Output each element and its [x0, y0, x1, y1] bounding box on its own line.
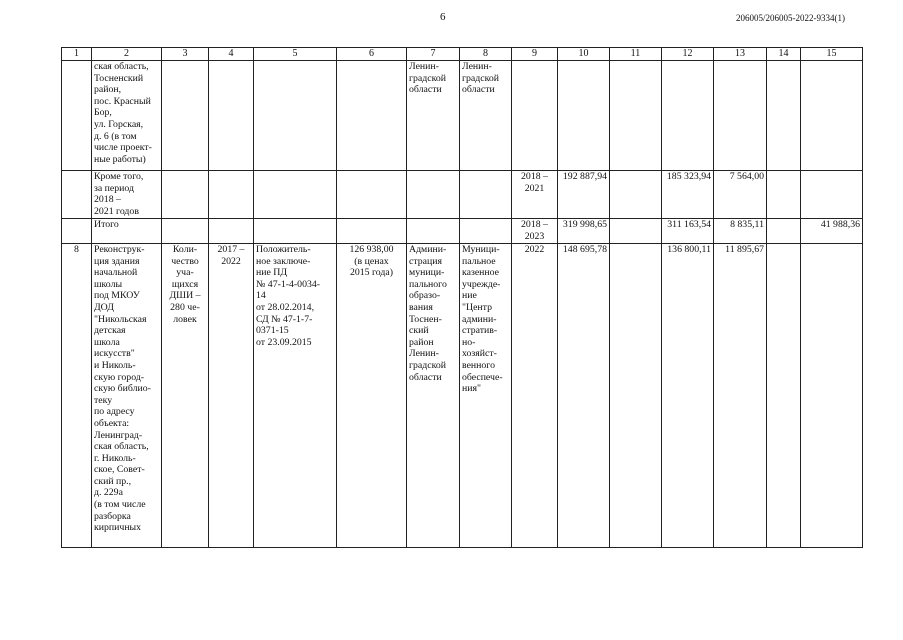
table-cell-col-13: 7 564,00	[714, 171, 767, 219]
table-row-location-continued	[62, 61, 863, 171]
table-row-additional-period	[62, 171, 863, 219]
column-number: 15	[801, 48, 863, 61]
table-cell-col-2: Кроме того, за период 2018 – 2021 годов	[92, 171, 162, 219]
table-cell-col-5: Положитель- ное заключе- ние ПД № 47-1-4-0034- 14 от 28.02.2014, СД № 47-1-7- 0371-15 от 23.09.2015	[254, 244, 337, 548]
data-table	[61, 47, 863, 548]
column-number-row	[62, 48, 863, 61]
table-cell-col-14	[767, 244, 801, 548]
table-cell-col-13: 11 895,67	[714, 244, 767, 548]
table-cell-col-3	[162, 171, 209, 219]
table-cell-col-4	[209, 219, 254, 244]
table-cell-col-15	[801, 61, 863, 171]
table-cell-col-9: 2018 – 2021	[512, 171, 558, 219]
table-body	[62, 61, 863, 548]
column-number: 11	[610, 48, 662, 61]
table-cell-col-7	[407, 171, 460, 219]
column-number: 1	[62, 48, 92, 61]
table-cell-col-6: 126 938,00 (в ценах 2015 года)	[337, 244, 407, 548]
table-row-object-8	[62, 244, 863, 548]
table-row-total	[62, 219, 863, 244]
document-code: 206005/206005-2022-9334(1)	[736, 13, 845, 23]
column-number: 14	[767, 48, 801, 61]
table-cell-col-14	[767, 61, 801, 171]
table-cell-col-2: Реконструк- ция здания начальной школы под МКОУ ДОД "Никольская детская школа искусств" и Николь- скую город- скую библио- теку по адресу объекта: Ленинград- ская область, г. Николь- ское, Совет- ский пр., д. 229а (в том числе разборка кирпичных	[92, 244, 162, 548]
table-cell-col-9: 2022	[512, 244, 558, 548]
column-number: 5	[254, 48, 337, 61]
table-cell-col-1: 8	[62, 244, 92, 548]
table-cell-col-3	[162, 219, 209, 244]
table-cell-col-12: 185 323,94	[662, 171, 714, 219]
table-cell-col-12	[662, 61, 714, 171]
table-cell-col-11	[610, 219, 662, 244]
table-cell-col-5	[254, 61, 337, 171]
table-cell-col-15	[801, 171, 863, 219]
table-cell-col-7: Админи- страция муници- пального образо- вания Тоснен- ский район Ленин- градской области	[407, 244, 460, 548]
table-cell-col-1	[62, 61, 92, 171]
column-number: 12	[662, 48, 714, 61]
table-cell-col-10	[558, 61, 610, 171]
column-number: 13	[714, 48, 767, 61]
table-cell-col-6	[337, 171, 407, 219]
table-cell-col-11	[610, 244, 662, 548]
column-number: 9	[512, 48, 558, 61]
table-cell-col-3	[162, 61, 209, 171]
table-cell-col-8: Муници- пальное казенное учрежде- ние "Центр админи- стратив- но- хозяйст- венного обеспече- ния"	[460, 244, 512, 548]
table-cell-col-12: 311 163,54	[662, 219, 714, 244]
table-cell-col-8	[460, 171, 512, 219]
table-cell-col-8: Ленин- градской области	[460, 61, 512, 171]
table-cell-col-6	[337, 219, 407, 244]
table-cell-col-5	[254, 171, 337, 219]
table-cell-col-14	[767, 171, 801, 219]
column-number: 7	[407, 48, 460, 61]
table-cell-col-2: ская область, Тосненский район, пос. Красный Бор, ул. Горская, д. 6 (в том числе проект- ные работы)	[92, 61, 162, 171]
table-cell-col-11	[610, 171, 662, 219]
column-number: 2	[92, 48, 162, 61]
table-cell-col-15	[801, 244, 863, 548]
table-cell-col-1	[62, 171, 92, 219]
table-cell-col-14	[767, 219, 801, 244]
table-cell-col-6	[337, 61, 407, 171]
table-cell-col-9	[512, 61, 558, 171]
table-cell-col-4	[209, 61, 254, 171]
table-cell-col-11	[610, 61, 662, 171]
column-number: 10	[558, 48, 610, 61]
table-cell-col-10: 192 887,94	[558, 171, 610, 219]
table-cell-col-3: Коли- чество уча- щихся ДШИ – 280 че- ловек	[162, 244, 209, 548]
table-cell-col-13: 8 835,11	[714, 219, 767, 244]
column-number: 8	[460, 48, 512, 61]
page-number: 6	[440, 11, 446, 23]
table-cell-col-7	[407, 219, 460, 244]
table-cell-col-2: Итого	[92, 219, 162, 244]
column-number: 6	[337, 48, 407, 61]
table-cell-col-1	[62, 219, 92, 244]
table-cell-col-7: Ленин- градской области	[407, 61, 460, 171]
column-number: 3	[162, 48, 209, 61]
table-cell-col-5	[254, 219, 337, 244]
column-number: 4	[209, 48, 254, 61]
table-cell-col-4	[209, 171, 254, 219]
table-cell-col-8	[460, 219, 512, 244]
table-cell-col-9: 2018 – 2023	[512, 219, 558, 244]
table-cell-col-15: 41 988,36	[801, 219, 863, 244]
table-cell-col-4: 2017 – 2022	[209, 244, 254, 548]
table-cell-col-10: 148 695,78	[558, 244, 610, 548]
table-cell-col-12: 136 800,11	[662, 244, 714, 548]
table-cell-col-13	[714, 61, 767, 171]
table-cell-col-10: 319 998,65	[558, 219, 610, 244]
